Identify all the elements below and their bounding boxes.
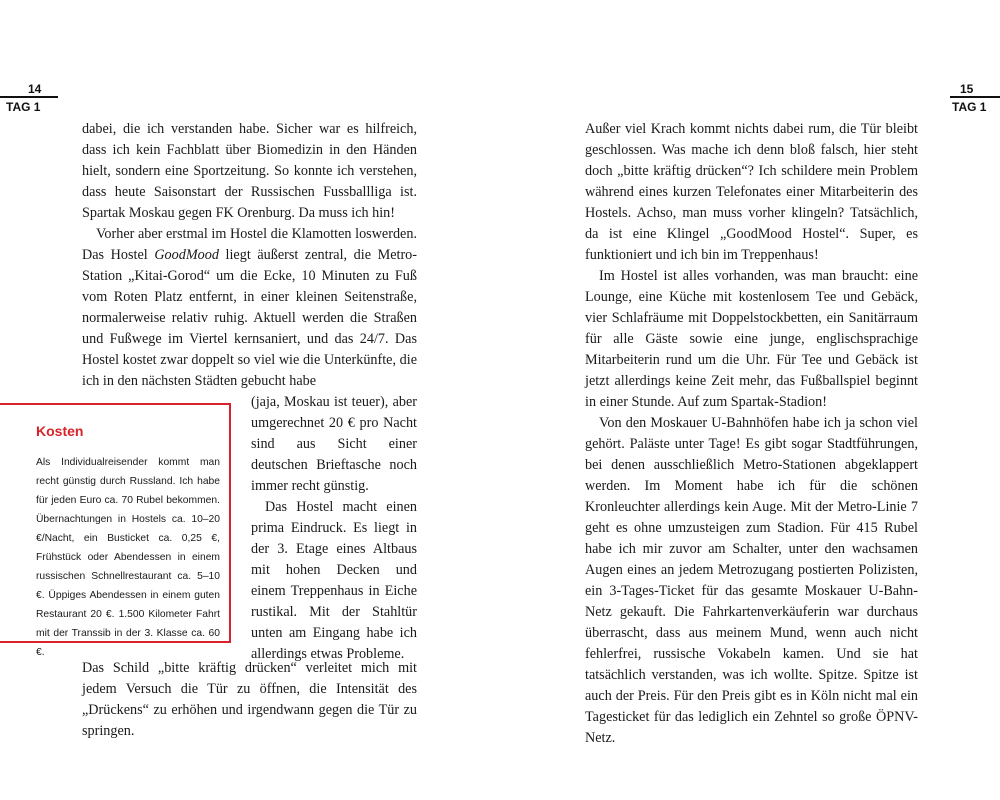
paragraph: (jaja, Moskau ist teuer), aber umgerechnet 20 € pro Nacht sind aus Sicht einer deutschen Brieftasche noch immer recht günstig. bbox=[251, 394, 417, 494]
paragraph: dabei, die ich verstanden habe. Sicher war es hilfreich, dass ich kein Fachblatt über Biomedizin in den Händen hielt, sondern eine Sportzeitung. So konnte ich verstehen, dass heute Saisonstart der Russischen Fussballliga ist. Spartak Moskau gegen FK Orenburg. Da muss ich hin! bbox=[82, 121, 417, 221]
paragraph: Außer viel Krach kommt nichts dabei rum, die Tür bleibt geschlossen. Was mache ich denn bloß falsch, hier steht doch „bitte kräftig drücken“? Ich schildere mein Problem während eines kurzen Telefonates einer Mitarbeiterin des Hostels. Achso, man muss vorher klingeln? Tatsächlich, da ist eine Klingel „GoodMood Hostel“. Super, es funktioniert und ich bin im Treppenhaus! bbox=[585, 121, 918, 263]
folio-rule bbox=[0, 96, 58, 98]
left-body-text-top bbox=[82, 119, 417, 392]
right-body-text bbox=[585, 119, 918, 749]
left-body-text-bottom bbox=[82, 658, 417, 742]
info-box-body: Als Individualreisender kommt man recht günstig durch Russland. Ich habe für jeden Euro ca. 70 Rubel bekommen. Übernachtungen in Hostels ca. 10–20 €/Nacht, ein Busticket ca. 0,25 €, Frühstück oder Abendessen in einem russischen Schnellrestaurant ca. 5–10 €. Üppiges Abendessen in einem guten Restaurant 20 €. 1.500 Kilometer Fahrt mit der Transsib in der 3. Klasse ca. 60 €. bbox=[36, 457, 220, 658]
paragraph: Im Hostel ist alles vorhanden, was man braucht: eine Lounge, eine Küche mit kostenlosem Tee und Gebäck, vier Schlafräume mit Doppelstockbetten, ein Sanitärraum für alle Gäste sowie eine junge, englischsprachige Mitarbeiterin rund um die Uhr. Für Tee und Gebäck ist jetzt allerdings keine Zeit mehr, das Fußballspiel beginnt in einer Stunde. Auf zum Spartak-Stadion! bbox=[585, 268, 918, 410]
right-page bbox=[500, 0, 1000, 800]
info-box-kosten bbox=[0, 403, 231, 658]
paragraph-text: liegt äußerst zentral, die Metro-Station „Kitai-Gorod“ um die Ecke, 10 Minuten zu Fuß vom Roten Platz entfernt, in einer kleinen Seitenstraße, normalerweise relativ ruhig. Aktuell werden die Straßen und Fußwege im Viertel kernsaniert, und das 24/7. Das Hostel kostet zwar doppelt so viel wie die Unterkünfte, die ich in den nächsten Städten gebucht habe bbox=[82, 247, 417, 389]
chapter-label: TAG 1 bbox=[6, 100, 41, 114]
paragraph bbox=[82, 224, 417, 392]
folio-rule bbox=[950, 96, 1000, 98]
paragraph-text: Vorher aber erstmal im Hostel die Klamotten loswerden. Das Hostel bbox=[82, 226, 417, 263]
paragraph: Von den Moskauer U-Bahnhöfen habe ich ja schon viel gehört. Paläste unter Tage! Es gibt sogar Stadtführungen, bei denen ausschließlich Metro-Stationen abgeklappert werden. Im Moment habe ich für die schönen Kronleuchter allerdings kein Auge. Mit der Metro-Linie 7 geht es ohne umzusteigen zum Stadion. Für 415 Rubel habe ich mir zuvor am Schalter, unter den wachsamen Augen eines an jedem Metrozugang postierten Polizisten, ein 3-Tages-Ticket für das gesamte Moskauer U-Bahn-Netz gekauft. Die Fahrkartenverkäuferin war durchaus überrascht, dass aus meinem Mund, wenn auch nicht fehlerfrei, russische Vokabeln kamen. Und sie hat tatsächlich verstanden, was ich wollte. Spitze. Spitze ist auch der Preis. Für den Preis gibt es in Köln nicht mal ein Tagesticket für das lediglich ein Zehntel so große ÖPNV-Netz. bbox=[585, 415, 918, 746]
paragraph: Das Schild „bitte kräftig drücken“ verleitet mich mit jedem Versuch die Tür zu öffnen, die Intensität des „Drückens“ zu erhöhen und irgendwann gegen die Tür zu springen. bbox=[82, 660, 417, 739]
chapter-label: TAG 1 bbox=[952, 100, 987, 114]
page-number: 14 bbox=[28, 82, 42, 96]
page-number: 15 bbox=[960, 82, 974, 96]
paragraph: Das Hostel macht einen prima Eindruck. Es liegt in der 3. Etage eines Altbaus mit hohen Decken und einem Treppenhaus in Eiche rustikal. Mit der Stahltür unten am Eingang habe ich allerdings etwas Probleme. bbox=[251, 499, 417, 662]
left-folio bbox=[0, 82, 58, 114]
info-box-title: Kosten bbox=[36, 423, 84, 439]
left-body-text-mid bbox=[251, 392, 417, 665]
right-folio bbox=[950, 82, 1000, 114]
hostel-name: GoodMood bbox=[154, 247, 219, 263]
